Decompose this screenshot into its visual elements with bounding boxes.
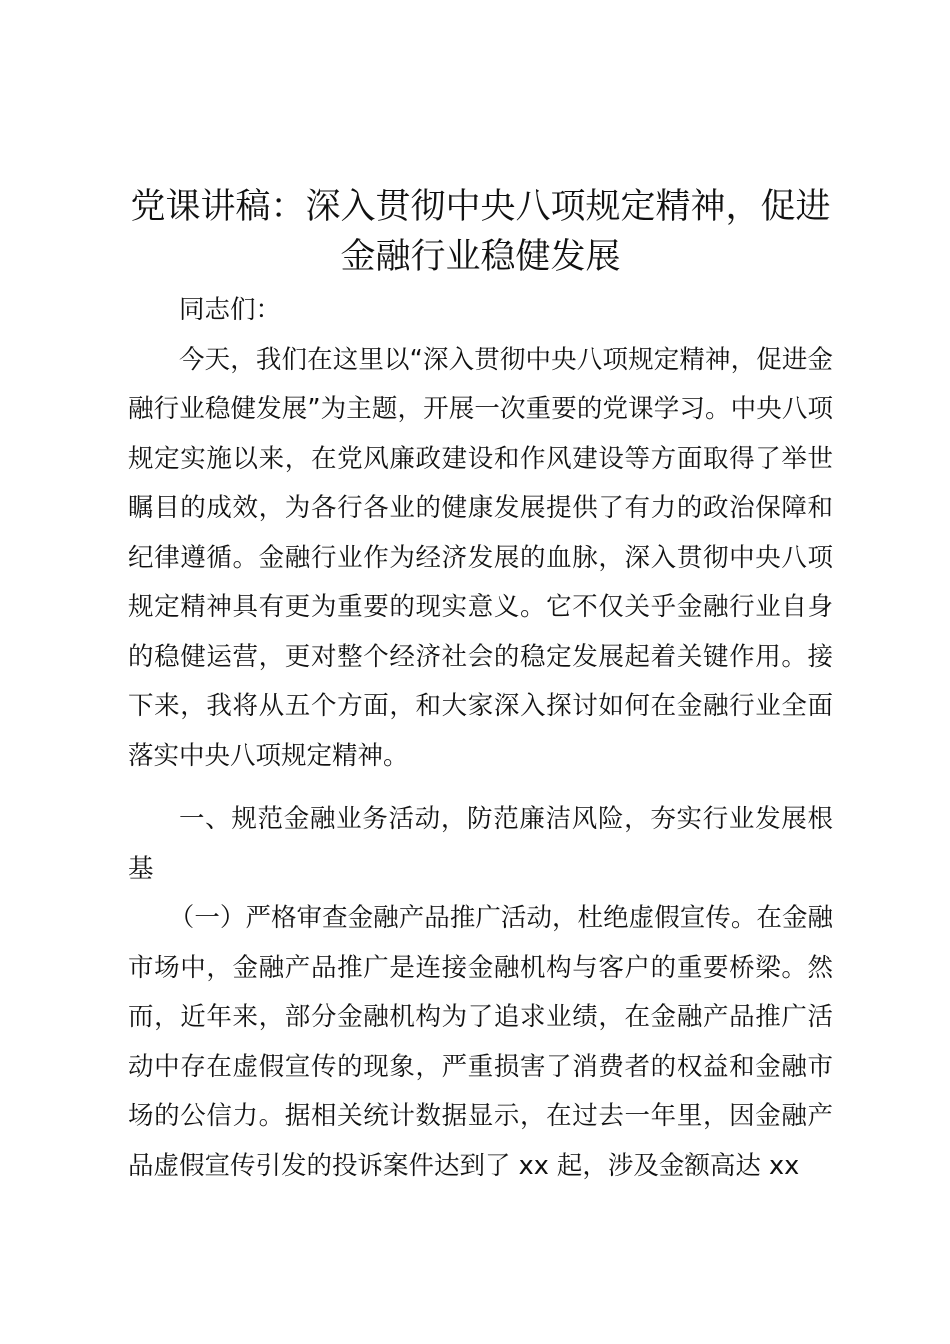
subsection-paragraph: （一）严格审查金融产品推广活动，杜绝虚假宣传。在金融市场中，金融产品推广是连接金融机构与客户的重要桥梁。然而，近年来，部分金融机构为了追求业绩，在金融产品推广活动中存在虚假宣传的现象，严重损害了消费者的权益和金融市场的公信力。据相关统计数据显示，在过去一年里，因金融产品虚假宣传引发的投诉案件达到了 xx 起，涉及金额高达 xx bbox=[128, 903, 833, 1181]
intro-paragraph: 今天，我们在这里以“深入贯彻中央八项规定精神，促进金融行业稳健发展”为主题，开展一次重要的党课学习。中央八项规定实施以来，在党风廉政建设和作风建设等方面取得了举世瞩目的成效，为各行各业的健康发展提供了有力的政治保障和纪律遵循。金融行业作为经济发展的血脉，深入贯彻中央八项规定精神具有更为重要的现实意义。它不仅关乎金融行业自身的稳健运营，更对整个经济社会的稳定发展起着关键作用。接下来，我将从五个方面，和大家深入探讨如何在金融行业全面落实中央八项规定精神。 bbox=[128, 344, 833, 771]
section-heading: 一、规范金融业务活动，防范廉洁风险，夯实行业发展根基 bbox=[128, 804, 833, 884]
document-page bbox=[128, 182, 833, 1191]
greeting-paragraph: 同志们： bbox=[179, 295, 282, 325]
document-title: 党课讲稿：深入贯彻中央八项规定精神，促进金融行业稳健发展 bbox=[130, 187, 831, 277]
